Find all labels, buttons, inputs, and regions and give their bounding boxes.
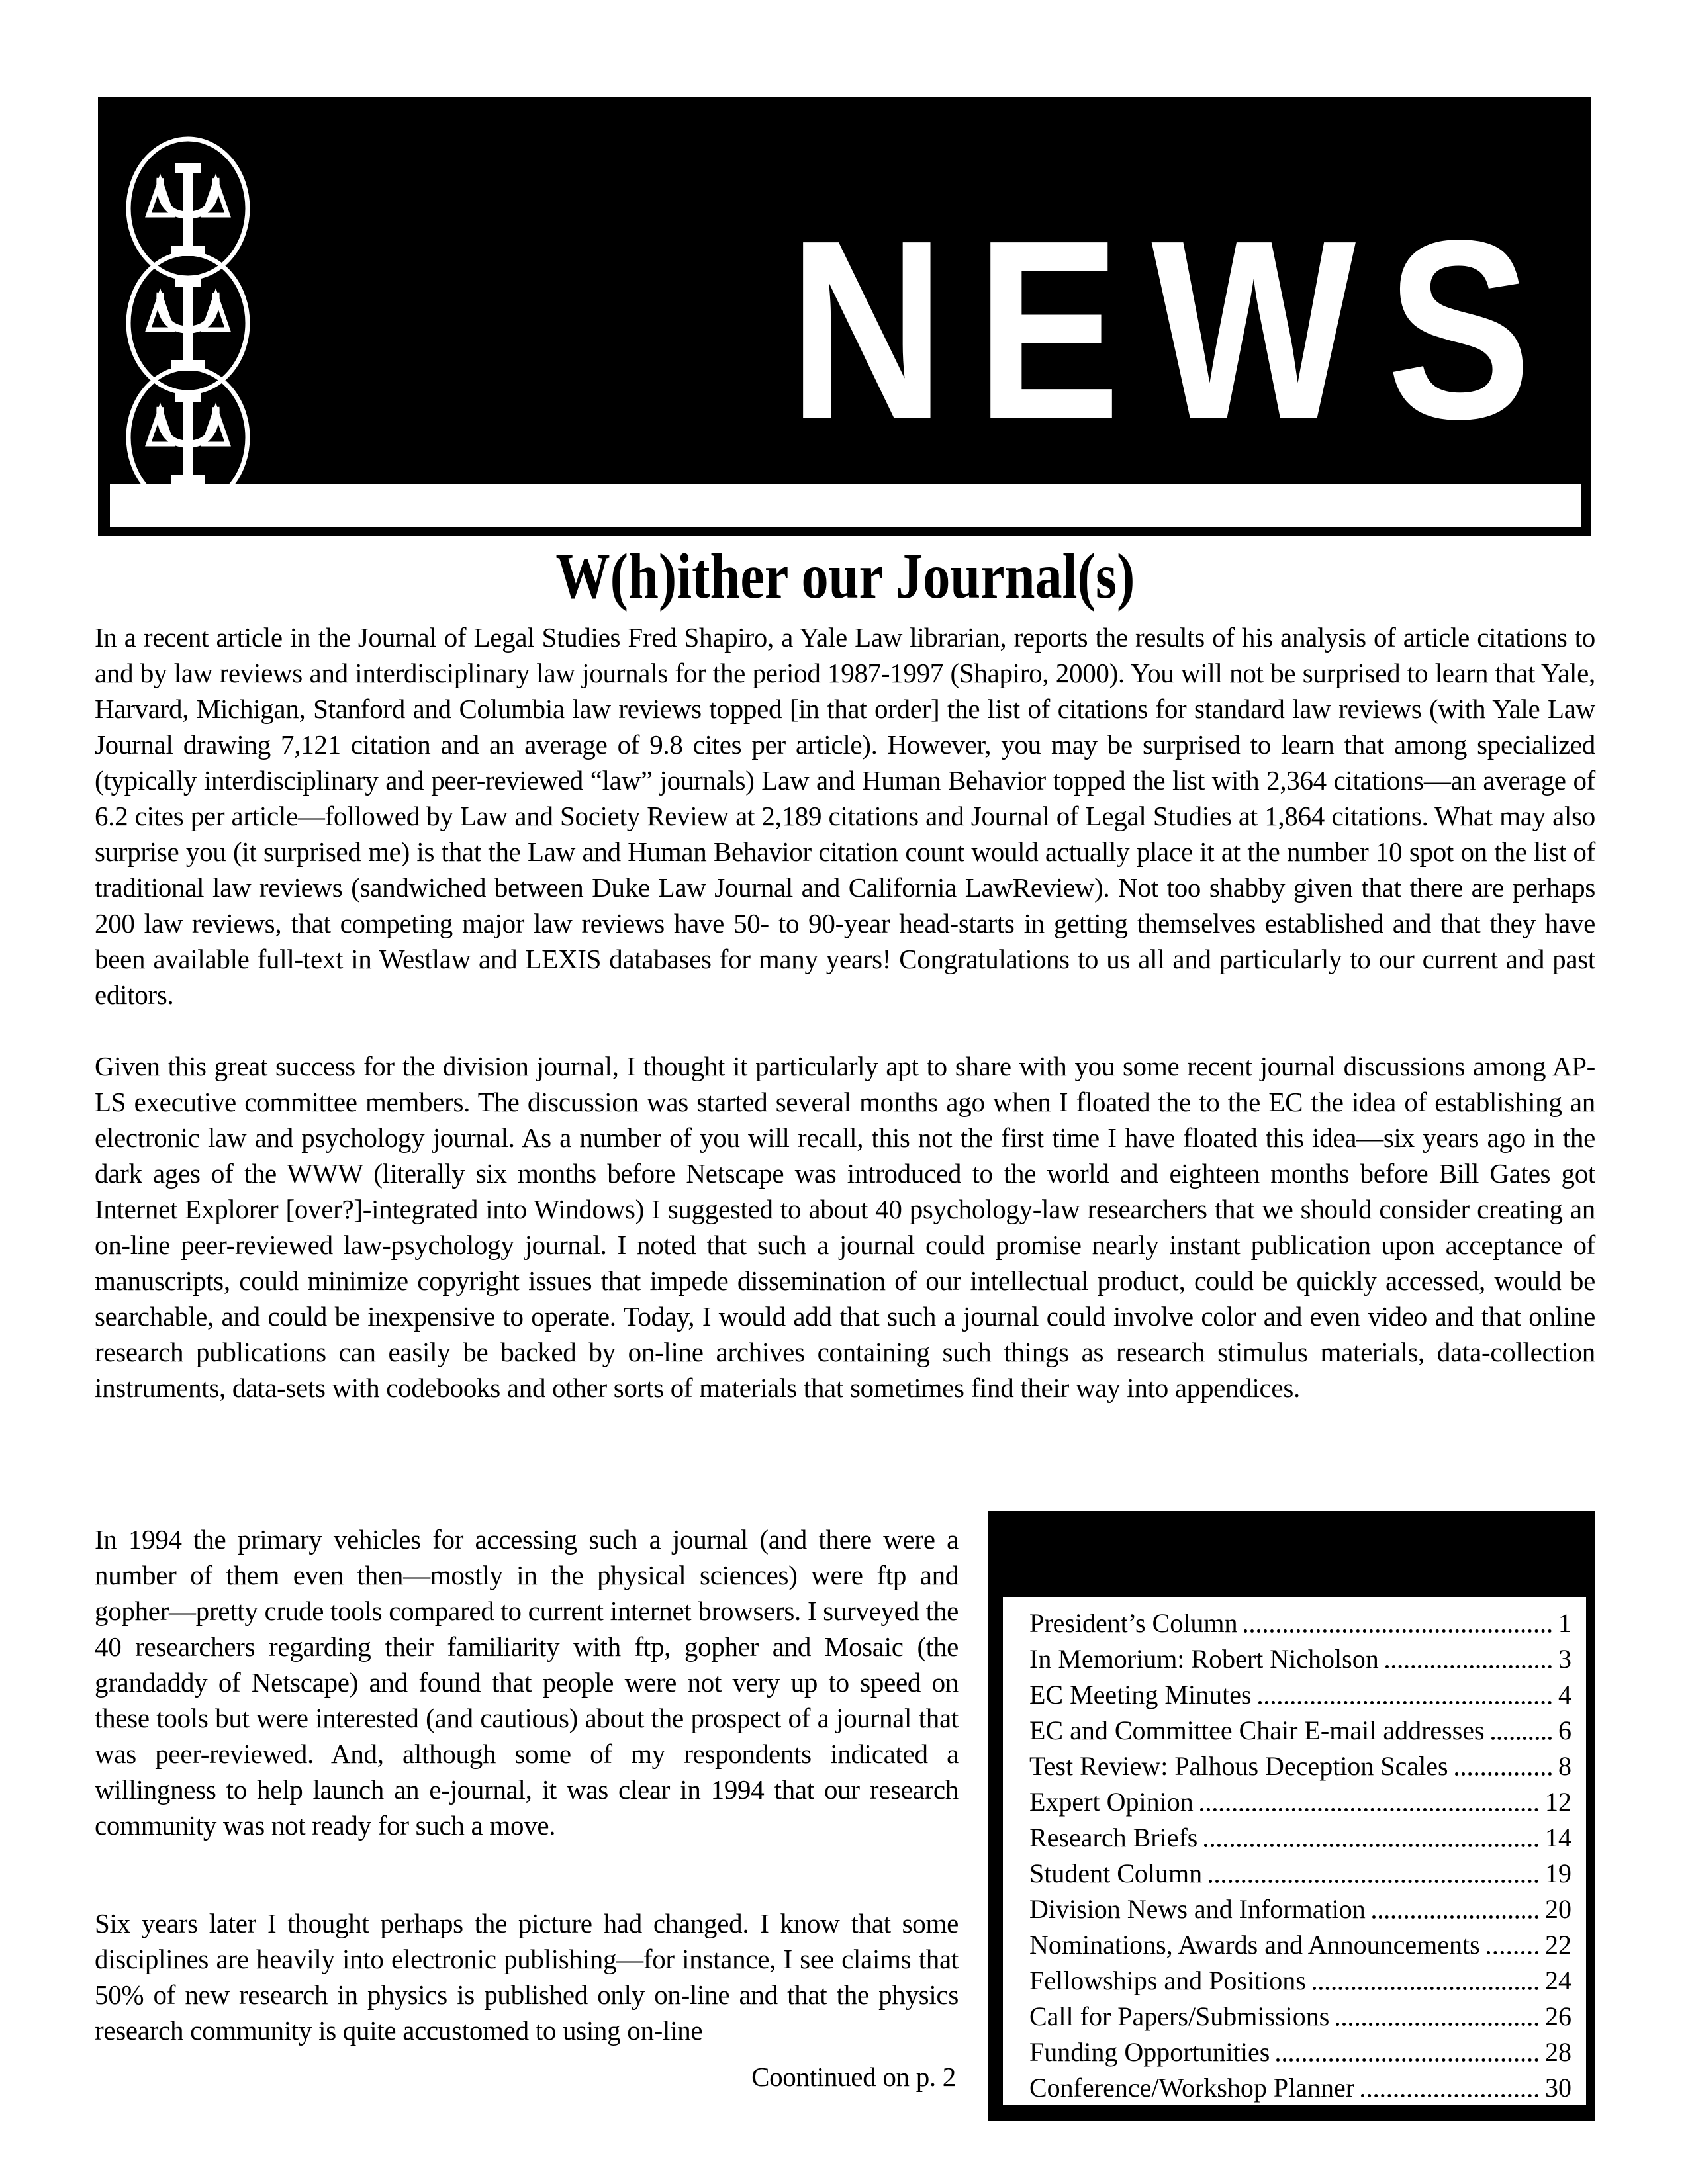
- toc-entry-label: EC and Committee Chair E-mail addresses: [1029, 1715, 1485, 1745]
- toc-entry-page-number: 22: [1545, 1930, 1571, 1960]
- masthead: [98, 97, 1591, 536]
- table-of-contents-box: [988, 1511, 1595, 2121]
- toc-dotted-leader: [1385, 1665, 1552, 1668]
- article-paragraph: In a recent article in the Journal of Legal Studies Fred Shapiro, a Yale Law librarian, reports the results of his analysis of article citations to and by law reviews and interdisciplinary law journals for the period 1987-1997 (Shapiro, 2000). You will not be surprised to learn that Yale, Harvard, Michigan, Stanford and Columbia law reviews topped [in that order] the list of citations for standard law reviews (with Yale Law Journal drawing 7,121 citation and an average of 9.8 cites per article). However, you may be surprised to learn that among specialized (typically interdisciplinary and peer-reviewed “law” journals) Law and Human Behavior topped the list with 2,364 citations—an average of 6.2 cites per article—followed by Law and Society Review at 2,189 citations and Journal of Legal Studies at 1,864 citations. What may also surprise you (it surprised me) is that the Law and Human Behavior citation count would actually place it at the number 10 spot on the list of traditional law reviews (sandwiched between Duke Law Journal and California LawReview). Not too shabby given that there are perhaps 200 law reviews, that competing major law reviews have 50- to 90-year head-starts in getting themselves established and that they have been available full-text in Westlaw and LEXIS databases for many years! Congratulations to us all and particularly to our current and past editors.: [95, 622, 1595, 1010]
- masthead-divider-bar: [110, 484, 1581, 527]
- toc-entry-page-number: 8: [1558, 1751, 1571, 1781]
- toc-entry-label: Call for Papers/Submissions: [1029, 2001, 1330, 2031]
- toc-entry-label: Nominations, Awards and Announcements: [1029, 1930, 1480, 1960]
- toc-entry: [1029, 1782, 1571, 1818]
- toc-entry: [1029, 1604, 1571, 1639]
- article-paragraph: In 1994 the primary vehicles for accessing such a journal (and there were a number of them even then—mostly in the physical sciences) were ftp and gopher—pretty crude tools compared to current internet browsers. I surveyed the 40 researchers regarding their familiarity with ftp, gopher and Mosaic (the grandaddy of Netscape) and found that people were not very up to speed on these tools but were interested (and cautious) about the prospect of a journal that was peer-reviewed. And, although some of my respondents indicated a willingness to help launch an e-journal, it was clear in 1994 that our research community was not ready for such a move.: [95, 1524, 959, 1841]
- toc-entry-page-number: 30: [1545, 2073, 1571, 2103]
- article-paragraph: Given this great success for the division journal, I thought it particularly apt to share with you some recent journal discussions among AP-LS executive committee members. The discussion was started several months ago when I floated the to the EC the idea of establishing an electronic law and psychology journal. As a number of you will recall, this not the first time I have floated this idea—six years ago in the dark ages of the WWW (literally six months before Netscape was introduced to the world and eighteen months before Bill Gates got Internet Explorer [over?]-integrated into Windows) I suggested to about 40 psychology-law researchers that we should consider creating an on-line peer-reviewed law-psychology journal. I noted that such a journal could promise nearly instant publication upon acceptance of manuscripts, could minimize copyright issues that impede dissemination of our intellectual product, could be quickly accessed, would be searchable, and could be inexpensive to operate. Today, I would add that such a journal could involve color and even video and that online research publications can easily be backed by on-line archives containing such things as research stimulus materials, data-collection instruments, data-sets with codebooks and other sorts of materials that sometimes find their way into appendices.: [95, 1051, 1595, 1403]
- toc-entry-page-number: 3: [1558, 1644, 1571, 1674]
- article-left-column: [95, 1511, 959, 2095]
- article-body: [95, 619, 1595, 1441]
- toc-entry-page-number: 4: [1558, 1680, 1571, 1709]
- toc-dotted-leader: [1313, 1987, 1538, 1990]
- toc-dotted-leader: [1209, 1880, 1538, 1883]
- toc-entry-page-number: 24: [1545, 1966, 1571, 1995]
- toc-entry-page-number: 6: [1558, 1715, 1571, 1745]
- toc-entry-page-number: 1: [1558, 1608, 1571, 1638]
- toc-entry-label: Funding Opportunities: [1029, 2037, 1270, 2067]
- toc-entry: [1029, 1747, 1571, 1782]
- toc-dotted-leader: [1372, 1915, 1538, 1919]
- toc-entry: [1029, 1961, 1571, 1997]
- toc-entry: [1029, 1854, 1571, 1889]
- toc-dotted-leader: [1200, 1808, 1538, 1811]
- toc-entry-page-number: 19: [1545, 1858, 1571, 1888]
- toc-dotted-leader: [1361, 2094, 1538, 2097]
- article-paragraph: Six years later I thought perhaps the picture had changed. I know that some disciplines are heavily into electronic publishing—for instance, I see claims that 50% of new research in physics is published only on-line and that the physics research community is quite accustomed to using on-line: [95, 1908, 959, 2046]
- toc-dotted-leader: [1487, 1951, 1538, 1954]
- toc-entry: [1029, 2032, 1571, 2068]
- toc-dotted-leader: [1336, 2023, 1538, 2026]
- continued-on-note: Coontinued on p. 2: [751, 2062, 956, 2092]
- toc-entry-page-number: 14: [1545, 1823, 1571, 1852]
- toc-dotted-leader: [1258, 1701, 1552, 1704]
- toc-entry: [1029, 1711, 1571, 1747]
- toc-entry: [1029, 1675, 1571, 1711]
- lower-section: [95, 1511, 1595, 2121]
- toc-entry-label: Student Column: [1029, 1858, 1203, 1888]
- toc-entry: [1029, 1889, 1571, 1925]
- toc-entry-label: Research Briefs: [1029, 1823, 1198, 1852]
- article-title: W(h)ither our Journal(s): [555, 541, 1135, 612]
- toc-dotted-leader: [1455, 1772, 1552, 1776]
- toc-entry-label: Conference/Workshop Planner: [1029, 2073, 1355, 2103]
- toc-header-bar: [988, 1511, 1595, 1597]
- toc-entry-page-number: 20: [1545, 1894, 1571, 1924]
- toc-entry-label: EC Meeting Minutes: [1029, 1680, 1252, 1709]
- toc-dotted-leader: [1204, 1844, 1538, 1847]
- toc-entry: [1029, 2068, 1571, 2104]
- toc-entry-page-number: 26: [1545, 2001, 1571, 2031]
- toc-dotted-leader: [1276, 2058, 1538, 2062]
- toc-entry-label: Test Review: Palhous Deception Scales: [1029, 1751, 1448, 1781]
- toc-entry-page-number: 28: [1545, 2037, 1571, 2067]
- toc-entry-page-number: 12: [1545, 1787, 1571, 1817]
- toc-entry-label: In Memorium: Robert Nicholson: [1029, 1644, 1379, 1674]
- toc-dotted-leader: [1244, 1629, 1552, 1633]
- toc-entry-label: Division News and Information: [1029, 1894, 1366, 1924]
- toc-entry-label: Fellowships and Positions: [1029, 1966, 1306, 1995]
- toc-dotted-leader: [1491, 1737, 1552, 1740]
- toc-entry: [1029, 1818, 1571, 1854]
- toc-entry: [1029, 1639, 1571, 1675]
- organization-logo: [122, 134, 254, 512]
- toc-entry-label: President’s Column: [1029, 1608, 1238, 1638]
- toc-entry: [1029, 1997, 1571, 2032]
- toc-list: [1003, 1597, 1586, 2105]
- toc-entry-label: Expert Opinion: [1029, 1787, 1194, 1817]
- masthead-title: NEWS: [788, 187, 1562, 472]
- toc-entry: [1029, 1925, 1571, 1961]
